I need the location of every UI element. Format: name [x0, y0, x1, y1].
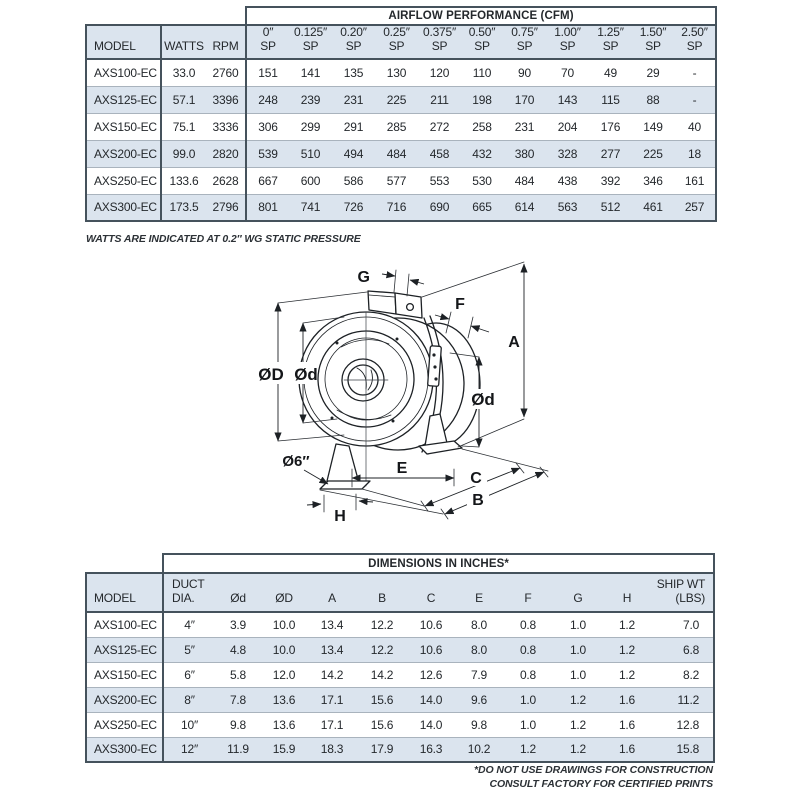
rpm-cell: 2760 — [206, 59, 246, 86]
cfm-value-cell: 291 — [332, 113, 375, 140]
dimension-value-cell: 17.9 — [357, 737, 407, 762]
cfm-value-cell: 170 — [503, 86, 546, 113]
cfm-value-cell: 690 — [418, 194, 461, 221]
dimension-value-cell: 1.6 — [603, 737, 651, 762]
dimension-value-cell: 12.0 — [261, 662, 307, 687]
cfm-value-cell: 512 — [589, 194, 632, 221]
dimension-column-header: ØD — [261, 573, 307, 612]
static-pressure-column-header: 0.25″ SP — [375, 25, 418, 59]
model-cell: AXS125-EC — [86, 86, 161, 113]
cfm-value-cell: 211 — [418, 86, 461, 113]
dimension-value-cell: 10.6 — [407, 637, 455, 662]
dimension-value-cell: 0.8 — [503, 662, 553, 687]
watts-cell: 75.1 — [161, 113, 206, 140]
cfm-value-cell: 70 — [561, 65, 574, 80]
dimension-value-cell: 1.2 — [618, 617, 636, 632]
dimension-value-cell: 10.0 — [272, 617, 296, 632]
cfm-value-cell: 392 — [589, 167, 632, 194]
dimension-value-cell: 8.0 — [470, 617, 488, 632]
airflow-table-row — [86, 86, 716, 113]
dimension-value-cell: 9.8 — [215, 712, 261, 737]
model-cell: AXS100-EC — [86, 612, 163, 637]
dimension-value-cell: 1.0 — [569, 617, 587, 632]
model-column-header: MODEL — [86, 573, 163, 612]
dimension-value-cell: 7.9 — [455, 662, 503, 687]
dimension-value-cell: 13.4 — [307, 637, 357, 662]
cfm-value-cell: - — [674, 86, 716, 113]
label-b: B — [472, 492, 484, 509]
dimension-value-cell: 14.2 — [357, 662, 407, 687]
left-foot-plate — [320, 481, 370, 489]
dimension-value-cell: 9.8 — [455, 712, 503, 737]
cfm-value-cell: 257 — [674, 194, 716, 221]
dimension-value-cell: 17.1 — [307, 687, 357, 712]
duct-dia-cell: 4″ — [184, 617, 195, 632]
airflow-table-title: AIRFLOW PERFORMANCE (CFM) — [246, 7, 716, 25]
dimension-value-cell: 3.9 — [229, 617, 247, 632]
label-od-left: Ød — [294, 365, 318, 384]
label-h: H — [334, 508, 346, 525]
dimensions-table-row — [86, 637, 714, 662]
dimensions-table-row — [86, 687, 714, 712]
dimension-value-cell: 10.6 — [419, 617, 443, 632]
cfm-value-cell: 539 — [246, 140, 289, 167]
rpm-cell: 2796 — [206, 194, 246, 221]
cfm-value-cell: 231 — [503, 113, 546, 140]
model-cell: AXS300-EC — [86, 737, 163, 762]
cfm-value-cell: 667 — [246, 167, 289, 194]
static-pressure-column-header: 0.375″ SP — [418, 25, 461, 59]
cfm-value-cell: 141 — [300, 65, 321, 80]
dimension-value-cell: 13.4 — [320, 617, 344, 632]
ship-weight-cell: 6.8 — [651, 637, 714, 662]
dimension-value-cell: 18.3 — [307, 737, 357, 762]
dimension-value-cell: 1.0 — [503, 687, 553, 712]
dimensions-table-row — [86, 662, 714, 687]
dimension-value-cell: 14.0 — [407, 712, 455, 737]
airflow-performance-table — [85, 6, 717, 222]
cfm-value-cell: 248 — [246, 86, 289, 113]
fan-body — [299, 291, 480, 489]
dimension-value-cell: 10.0 — [261, 637, 307, 662]
cfm-value-cell: 149 — [632, 113, 674, 140]
cfm-value-cell: 110 — [472, 65, 492, 80]
dimension-value-cell: 15.6 — [357, 712, 407, 737]
cfm-value-cell: 458 — [418, 140, 461, 167]
dimension-value-cell: 1.2 — [503, 737, 553, 762]
static-pressure-column-header: 0.75″ SP — [503, 25, 546, 59]
airflow-table-row — [86, 59, 716, 86]
dimension-value-cell: 1.6 — [603, 687, 651, 712]
label-e: E — [396, 460, 408, 477]
dimension-value-cell: 7.8 — [215, 687, 261, 712]
cfm-value-cell: 272 — [418, 113, 461, 140]
cfm-value-cell: 530 — [461, 167, 503, 194]
cfm-value-cell: 225 — [632, 140, 674, 167]
airflow-table-row — [86, 167, 716, 194]
cfm-value-cell: 801 — [246, 194, 289, 221]
cfm-value-cell: 614 — [503, 194, 546, 221]
label-a: A — [508, 334, 520, 351]
duct-dia-cell: 6″ — [163, 662, 215, 687]
spacer-cell — [86, 554, 163, 573]
static-pressure-column-header: 2.50″ SP — [674, 25, 716, 59]
cfm-value-cell: 510 — [289, 140, 332, 167]
model-cell: AXS250-EC — [86, 712, 163, 737]
label-g: G — [357, 269, 370, 286]
dimension-value-cell: 1.0 — [553, 662, 603, 687]
cfm-value-cell: 484 — [375, 140, 418, 167]
rpm-cell: 2820 — [206, 140, 246, 167]
airflow-title-row — [86, 7, 716, 25]
drawings-footnote — [474, 764, 713, 791]
dimension-value-cell: 10.2 — [455, 737, 503, 762]
duct-dia-column-header: DUCT DIA. — [163, 573, 215, 612]
cfm-value-cell: 161 — [674, 167, 716, 194]
duct-dia-cell: 12″ — [163, 737, 215, 762]
spacer-cell — [86, 7, 246, 25]
cfm-value-cell: 586 — [332, 167, 375, 194]
cfm-value-cell: 600 — [289, 167, 332, 194]
cfm-value-cell: 716 — [375, 194, 418, 221]
dimension-column-header: E — [455, 573, 503, 612]
model-cell: AXS200-EC — [86, 687, 163, 712]
dimension-column-header: G — [553, 573, 603, 612]
static-pressure-column-header: 0.20″ SP — [332, 25, 375, 59]
dimension-value-cell: 1.0 — [553, 637, 603, 662]
model-cell: AXS150-EC — [86, 662, 163, 687]
watts-cell: 99.0 — [161, 140, 206, 167]
dimension-value-cell: 1.0 — [503, 712, 553, 737]
cfm-value-cell: 380 — [503, 140, 546, 167]
duct-dia-cell: 8″ — [163, 687, 215, 712]
cfm-value-cell: 438 — [546, 167, 589, 194]
cfm-value-cell: 135 — [343, 65, 364, 80]
dimension-value-cell: 1.2 — [553, 712, 603, 737]
cfm-value-cell: 563 — [546, 194, 589, 221]
static-pressure-column-header: 1.50″ SP — [632, 25, 674, 59]
drawings-footnote-line2: CONSULT FACTORY FOR CERTIFIED PRINTS — [489, 777, 713, 790]
dimensions-title-row — [86, 554, 714, 573]
model-cell: AXS250-EC — [86, 167, 161, 194]
left-foot — [327, 444, 359, 483]
watts-cell: 133.6 — [161, 167, 206, 194]
dimension-value-cell: 11.9 — [215, 737, 261, 762]
dimension-value-cell: 16.3 — [407, 737, 455, 762]
cfm-value-cell: 299 — [289, 113, 332, 140]
watts-cell: 33.0 — [172, 65, 196, 80]
dimension-value-cell: 0.8 — [519, 617, 537, 632]
dimensions-table-row — [86, 612, 714, 637]
cfm-value-cell: 484 — [503, 167, 546, 194]
cfm-value-cell: 494 — [332, 140, 375, 167]
label-od-big: ØD — [258, 365, 284, 384]
dimension-column-header: A — [307, 573, 357, 612]
duct-dia-cell: 5″ — [163, 637, 215, 662]
cfm-value-cell: 277 — [589, 140, 632, 167]
dimension-value-cell: 1.2 — [603, 662, 651, 687]
airflow-table-body — [86, 59, 716, 221]
cfm-value-cell: 432 — [461, 140, 503, 167]
dimension-value-cell: 12.2 — [357, 637, 407, 662]
cfm-value-cell: 461 — [632, 194, 674, 221]
watts-footnote: WATTS ARE INDICATED AT 0.2″ WG STATIC PRESSURE — [86, 233, 361, 245]
model-cell: AXS125-EC — [86, 637, 163, 662]
dimension-value-cell: 12.6 — [407, 662, 455, 687]
ship-weight-column-header: SHIP WT (LBS) — [651, 573, 714, 612]
cfm-value-cell: 231 — [332, 86, 375, 113]
model-cell: AXS300-EC — [86, 194, 161, 221]
airflow-table-row — [86, 140, 716, 167]
static-pressure-column-header: 0.50″ SP — [461, 25, 503, 59]
dimension-value-cell: 5.8 — [215, 662, 261, 687]
cfm-value-cell: 665 — [461, 194, 503, 221]
dimension-column-header: H — [603, 573, 651, 612]
cfm-value-cell: 285 — [375, 113, 418, 140]
dimension-value-cell: 14.0 — [407, 687, 455, 712]
rpm-column-header: RPM — [206, 25, 246, 59]
dimensions-header-row — [86, 573, 714, 612]
static-pressure-column-header: 0″ SP — [246, 25, 289, 59]
dimensions-table-row — [86, 737, 714, 762]
static-pressure-column-header: 1.00″ SP — [546, 25, 589, 59]
watts-cell: 57.1 — [161, 86, 206, 113]
cfm-value-cell: 198 — [461, 86, 503, 113]
dimension-value-cell: 12.2 — [370, 617, 394, 632]
cfm-value-cell: 239 — [289, 86, 332, 113]
dimension-value-cell: 1.2 — [553, 737, 603, 762]
cfm-value-cell: 225 — [375, 86, 418, 113]
dimensions-table — [85, 553, 715, 763]
rpm-cell: 3336 — [206, 113, 246, 140]
cfm-value-cell: 741 — [289, 194, 332, 221]
label-c: C — [470, 470, 482, 487]
airflow-table-row — [86, 113, 716, 140]
cfm-value-cell: 204 — [546, 113, 589, 140]
cfm-value-cell: 115 — [589, 86, 632, 113]
duct-spigot — [368, 291, 396, 314]
dimension-value-cell: 0.8 — [503, 637, 553, 662]
cfm-value-cell: 346 — [632, 167, 674, 194]
ship-weight-cell: 7.0 — [651, 612, 714, 637]
cfm-value-cell: 328 — [546, 140, 589, 167]
dimensions-table-title: DIMENSIONS IN INCHES* — [163, 554, 714, 573]
drawings-footnote-line1: *DO NOT USE DRAWINGS FOR CONSTRUCTION — [474, 764, 713, 776]
ship-weight-cell: 8.2 — [651, 662, 714, 687]
model-cell: AXS200-EC — [86, 140, 161, 167]
cfm-value-cell: 40 — [674, 113, 716, 140]
cfm-value-cell: 130 — [386, 65, 407, 80]
ship-weight-cell: 11.2 — [651, 687, 714, 712]
cfm-value-cell: 577 — [375, 167, 418, 194]
dimension-value-cell: 4.8 — [215, 637, 261, 662]
cfm-value-cell: 258 — [461, 113, 503, 140]
cfm-value-cell: 553 — [418, 167, 461, 194]
cfm-value-cell: 49 — [604, 65, 617, 80]
dimension-column-header: C — [407, 573, 455, 612]
watts-cell: 173.5 — [161, 194, 206, 221]
dimension-value-cell: 8.0 — [455, 637, 503, 662]
model-cell: AXS150-EC — [86, 113, 161, 140]
cfm-value-cell: - — [674, 59, 716, 86]
static-pressure-column-header: 1.25″ SP — [589, 25, 632, 59]
dimension-value-cell: 15.6 — [357, 687, 407, 712]
cfm-value-cell: 120 — [429, 65, 450, 80]
dimension-value-cell: 13.6 — [261, 712, 307, 737]
cfm-value-cell: 726 — [332, 194, 375, 221]
dimensions-table-row — [86, 712, 714, 737]
dimension-value-cell: 1.2 — [603, 637, 651, 662]
cfm-value-cell: 90 — [518, 65, 531, 80]
model-column-header: MODEL — [86, 25, 161, 59]
ship-weight-cell: 15.8 — [651, 737, 714, 762]
ship-weight-cell: 12.8 — [651, 712, 714, 737]
watts-column-header: WATTS — [161, 25, 206, 59]
rpm-cell: 3396 — [206, 86, 246, 113]
dimensions-table-body — [86, 612, 714, 762]
cfm-value-cell: 18 — [674, 140, 716, 167]
airflow-table-row — [86, 194, 716, 221]
airflow-header-row — [86, 25, 716, 59]
dimension-value-cell: 15.9 — [261, 737, 307, 762]
static-pressure-column-header: 0.125″ SP — [289, 25, 332, 59]
label-od-right: Ød — [471, 390, 495, 409]
fan-dimension-drawing — [240, 258, 570, 550]
dimension-value-cell: 1.6 — [603, 712, 651, 737]
dimension-value-cell: 13.6 — [261, 687, 307, 712]
dimension-value-cell: 14.2 — [307, 662, 357, 687]
cfm-value-cell: 29 — [646, 65, 660, 80]
label-o6: Ø6″ — [282, 453, 310, 470]
dimension-value-cell: 17.1 — [307, 712, 357, 737]
rpm-cell: 2628 — [206, 167, 246, 194]
dimension-value-cell: 1.2 — [553, 687, 603, 712]
cfm-value-cell: 151 — [258, 65, 278, 80]
cfm-value-cell: 143 — [546, 86, 589, 113]
cfm-value-cell: 88 — [632, 86, 674, 113]
label-f: F — [455, 296, 465, 313]
dimension-value-cell: 9.6 — [455, 687, 503, 712]
model-cell: AXS100-EC — [86, 59, 161, 86]
cfm-value-cell: 176 — [589, 113, 632, 140]
cfm-value-cell: 306 — [246, 113, 289, 140]
dimension-column-header: B — [357, 573, 407, 612]
dimension-column-header: Ød — [215, 573, 261, 612]
dimension-column-header: F — [503, 573, 553, 612]
duct-dia-cell: 10″ — [163, 712, 215, 737]
